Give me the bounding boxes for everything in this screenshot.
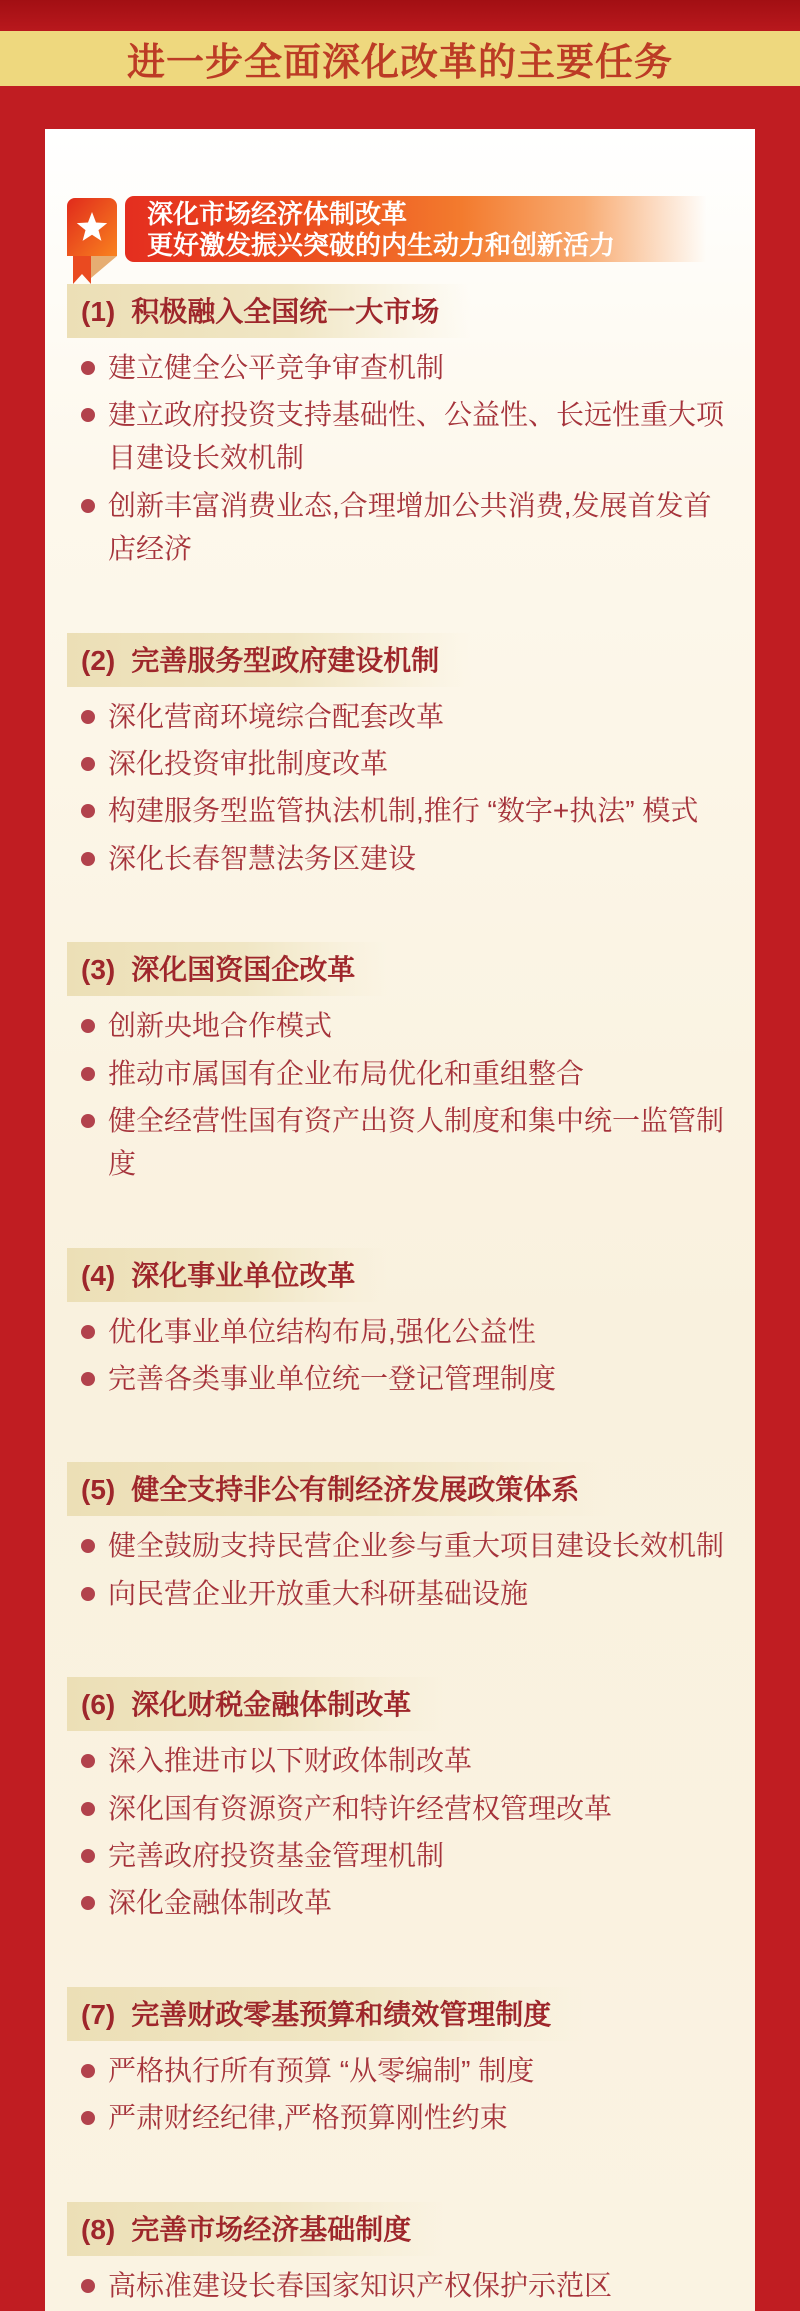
- bullet-item: [67, 789, 737, 832]
- bullet-item: [67, 1004, 737, 1047]
- task-section: [67, 1248, 737, 1401]
- task-section: [67, 1462, 737, 1615]
- content-card: [45, 129, 755, 2311]
- bullet-dot-icon: [81, 757, 95, 771]
- title-banner: [0, 31, 800, 86]
- bullet-dot-icon: [81, 1067, 95, 1081]
- bullet-text: 完善政府投资基金管理机制: [108, 1840, 445, 1872]
- section-heading: [67, 633, 471, 687]
- bullet-item: [67, 1310, 737, 1353]
- bullet-dot-icon: [81, 1587, 95, 1601]
- section-heading: [67, 1462, 611, 1516]
- bullet-dot-icon: [81, 1802, 95, 1816]
- section-heading: [67, 1677, 443, 1731]
- bullet-text: 深化投资审批制度改革: [108, 747, 389, 779]
- bullet-list: [67, 695, 737, 881]
- bullet-text: 构建服务型监管执法机制,推行 “数字+执法” 模式: [108, 795, 699, 827]
- bullet-dot-icon: [81, 1372, 95, 1386]
- bullet-text: 向民营企业开放重大科研基础设施: [108, 1577, 529, 1609]
- bullet-text: 严肃财经纪律,严格预算刚性约束: [108, 2102, 508, 2134]
- bullet-text: 高标准建设长春国家知识产权保护示范区: [108, 2269, 613, 2301]
- section-title: 完善市场经济基础制度: [131, 2213, 412, 2245]
- bullet-dot-icon: [81, 804, 95, 818]
- header-line2: 更好激发振兴突破的内生动力和创新活力: [147, 229, 616, 260]
- bullet-dot-icon: [81, 852, 95, 866]
- bullet-list: [67, 2264, 737, 2307]
- bullet-text: 创新央地合作模式: [108, 1010, 333, 1042]
- bullet-text: 创新丰富消费业态,合理增加公共消费,发展首发首店经济: [108, 489, 712, 565]
- section-title: 完善财政零基预算和绩效管理制度: [131, 1998, 552, 2030]
- bullet-list: [67, 1739, 737, 1925]
- bullet-list: [67, 1004, 737, 1186]
- bullet-item: [67, 2264, 737, 2307]
- task-section: [67, 2202, 737, 2307]
- bullet-item: [67, 1052, 737, 1095]
- bullet-text: 推动市属国有企业布局优化和重组整合: [108, 1057, 585, 1089]
- section-number: (8): [81, 2213, 116, 2245]
- bullet-dot-icon: [81, 361, 95, 375]
- section-title: 完善服务型政府建设机制: [131, 644, 440, 676]
- section-number: (1): [81, 295, 116, 327]
- bullet-dot-icon: [81, 499, 95, 513]
- section-heading: [67, 2202, 443, 2256]
- bullet-list: [67, 1310, 737, 1401]
- section-title: 深化国资国企改革: [131, 954, 356, 986]
- bullet-item: [67, 695, 737, 738]
- page-title: 进一步全面深化改革的主要任务: [126, 38, 673, 84]
- bullet-dot-icon: [81, 1539, 95, 1553]
- bullet-dot-icon: [81, 1114, 95, 1128]
- card-header: [67, 196, 737, 262]
- bullet-item: [67, 1572, 737, 1615]
- section-number: (7): [81, 1998, 116, 2030]
- content-area: [0, 86, 800, 2311]
- bullet-text: 深化长春智慧法务区建设: [108, 842, 417, 874]
- header-strip: [125, 196, 737, 262]
- section-heading: [67, 1248, 387, 1302]
- bullet-list: [67, 1524, 737, 1615]
- bullet-text: 深化国有资源资产和特许经营权管理改革: [108, 1792, 613, 1824]
- header-line1: 深化市场经济体制改革: [147, 198, 408, 229]
- top-margin-band: [0, 0, 800, 31]
- section-number: (3): [81, 954, 116, 986]
- bullet-item: [67, 837, 737, 880]
- bullet-text: 完善各类事业单位统一登记管理制度: [108, 1363, 557, 1395]
- bullet-item: [67, 1834, 737, 1877]
- section-title: 健全支持非公有制经济发展政策体系: [131, 1474, 580, 1506]
- section-title: 深化财税金融体制改革: [131, 1689, 412, 1721]
- bullet-dot-icon: [81, 2111, 95, 2125]
- bullet-dot-icon: [81, 2279, 95, 2293]
- bullet-item: [67, 393, 737, 480]
- bullet-dot-icon: [81, 408, 95, 422]
- section-number: (4): [81, 1259, 116, 1291]
- bullet-list: [67, 2049, 737, 2140]
- bullet-item: [67, 1099, 737, 1186]
- bullet-item: [67, 1524, 737, 1567]
- star-bookmark-icon: [67, 198, 117, 286]
- bullet-item: [67, 742, 737, 785]
- bullet-item: [67, 1357, 737, 1400]
- bullet-item: [67, 1739, 737, 1782]
- bullet-list: [67, 346, 737, 571]
- section-title: 积极融入全国统一大市场: [131, 295, 440, 327]
- bullet-item: [67, 484, 737, 571]
- bullet-item: [67, 346, 737, 389]
- bullet-text: 建立政府投资支持基础性、公益性、长远性重大项目建设长效机制: [108, 399, 725, 474]
- bullet-item: [67, 2049, 737, 2092]
- section-number: (5): [81, 1474, 116, 1506]
- bullet-text: 深入推进市以下财政体制改革: [108, 1745, 473, 1777]
- task-section: [67, 1677, 737, 1925]
- bullet-dot-icon: [81, 2064, 95, 2078]
- bullet-item: [67, 1881, 737, 1924]
- bullet-text: 深化营商环境综合配套改革: [108, 700, 445, 732]
- bullet-item: [67, 1787, 737, 1830]
- task-section: [67, 942, 737, 1186]
- section-heading: [67, 284, 471, 338]
- bullet-dot-icon: [81, 1896, 95, 1910]
- bullet-dot-icon: [81, 1325, 95, 1339]
- bullet-dot-icon: [81, 1754, 95, 1768]
- section-heading: [67, 1987, 583, 2041]
- bullet-text: 优化事业单位结构布局,强化公益性: [108, 1315, 536, 1347]
- bullet-text: 建立健全公平竞争审查机制: [108, 351, 445, 383]
- task-section: [67, 633, 737, 881]
- bullet-text: 健全鼓励支持民营企业参与重大项目建设长效机制: [108, 1530, 725, 1562]
- bullet-text: 严格执行所有预算 “从零编制” 制度: [108, 2054, 535, 2086]
- bullet-dot-icon: [81, 710, 95, 724]
- bullet-text: 深化金融体制改革: [108, 1887, 333, 1919]
- section-title: 深化事业单位改革: [131, 1259, 356, 1291]
- bullet-dot-icon: [81, 1849, 95, 1863]
- section-number: (2): [81, 644, 116, 676]
- bullet-text: 健全经营性国有资产出资人制度和集中统一监管制度: [108, 1104, 725, 1180]
- task-section: [67, 284, 737, 571]
- bullet-item: [67, 2096, 737, 2139]
- section-number: (6): [81, 1689, 116, 1721]
- section-heading: [67, 942, 387, 996]
- bullet-dot-icon: [81, 1019, 95, 1033]
- sections-list: [67, 284, 737, 2307]
- task-section: [67, 1987, 737, 2140]
